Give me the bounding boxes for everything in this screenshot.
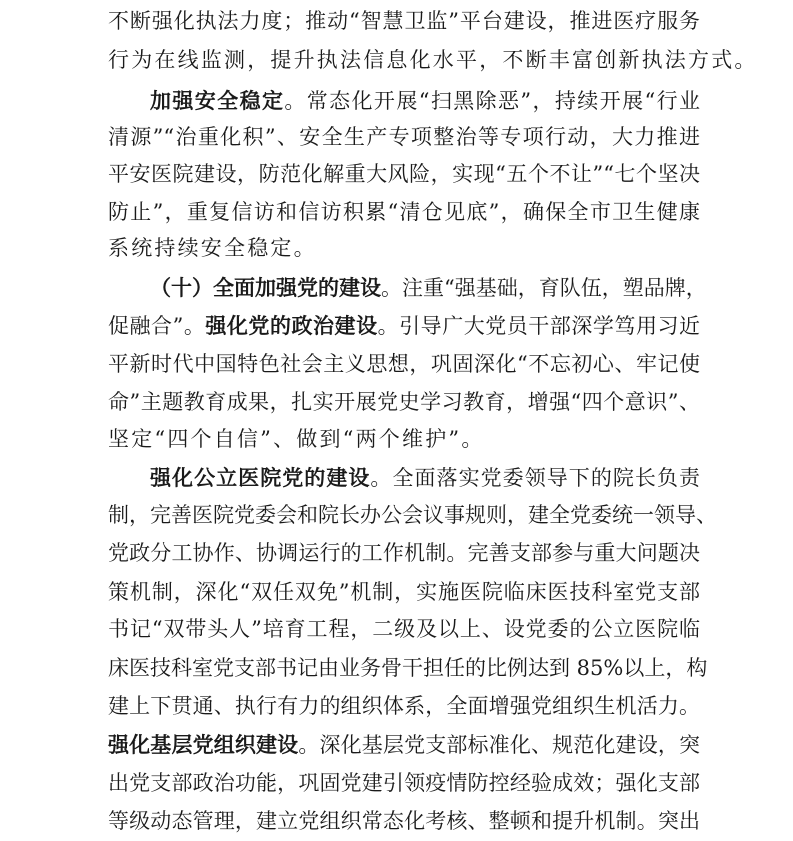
text-line bbox=[108, 614, 700, 644]
body-text: 床医技科室党支部书记由业务骨干担任的比例达到 85%以上，构 bbox=[108, 656, 708, 680]
text-line bbox=[108, 159, 700, 189]
body-text: 党政分工协作、协调运行的工作机制。完善支部参与重大问题决 bbox=[108, 541, 700, 565]
body-text: 。引导广大党员干部深学笃用习近 bbox=[377, 314, 700, 338]
body-text: 。全面落实党委领导下的院长负责 bbox=[370, 466, 701, 490]
text-line bbox=[108, 233, 700, 263]
body-text: 。深化基层党支部标准化、规范化建设，突 bbox=[298, 733, 701, 757]
body-text: 系统持续安全稳定。 bbox=[108, 236, 317, 260]
body-text: 平安医院建设，防范化解重大风险，实现“五个不让”“七个坚决 bbox=[108, 162, 700, 186]
text-line bbox=[108, 122, 700, 152]
bold-heading-text: 强化党的政治建设 bbox=[205, 314, 378, 338]
text-line bbox=[108, 768, 700, 798]
text-line bbox=[108, 691, 700, 721]
bold-heading-text: （十）全面加强党的建设 bbox=[150, 276, 381, 300]
bold-heading-text: 强化公立医院党的建设 bbox=[150, 466, 371, 490]
text-line bbox=[108, 500, 717, 530]
bold-heading-text: 强化基层党组织建设 bbox=[108, 733, 299, 757]
body-text: 建上下贯通、执行有力的组织体系，全面增强党组织生机活力。 bbox=[108, 694, 700, 718]
body-text: 促融合”。 bbox=[108, 314, 206, 338]
text-line bbox=[108, 197, 700, 227]
text-line bbox=[108, 387, 700, 417]
body-text: 防止”，重复信访和信访积累“清仓见底”，确保全市卫生健康 bbox=[108, 200, 700, 224]
text-line bbox=[108, 653, 708, 683]
text-line bbox=[108, 538, 700, 568]
text-line bbox=[108, 349, 700, 379]
body-text: 出党支部政治功能，巩固党建引领疫情防控经验成效；强化支部 bbox=[108, 771, 700, 795]
text-line bbox=[108, 463, 700, 493]
text-line bbox=[108, 424, 700, 454]
text-line bbox=[108, 86, 700, 116]
body-text: 策机制，深化“双任双免”机制，实施医院临床医技科室党支部 bbox=[108, 580, 700, 604]
bold-heading-text: 加强安全稳定 bbox=[150, 89, 285, 113]
body-text: 。注重“强基础，育队伍，塑品牌， bbox=[381, 276, 707, 300]
text-line bbox=[108, 311, 700, 341]
text-line bbox=[108, 273, 707, 303]
body-text: 等级动态管理，建立党组织常态化考核、整顿和提升机制。突出 bbox=[108, 809, 700, 833]
body-text: 制，完善医院党委会和院长办公会议事规则，建全党委统一领导、 bbox=[108, 503, 717, 527]
body-text: 行为在线监测，提升执法信息化水平，不断丰富创新执法方式。 bbox=[108, 48, 758, 72]
body-text: 清源”“治重化积”、安全生产专项整治等专项行动，大力推进 bbox=[108, 125, 700, 149]
body-text: 书记“双带头人”培育工程，二级及以上、设党委的公立医院临 bbox=[108, 617, 700, 641]
text-line bbox=[108, 730, 700, 760]
body-text: 不断强化执法力度；推动“智慧卫监”平台建设，推进医疗服务 bbox=[108, 9, 700, 33]
body-text: 平新时代中国特色社会主义思想，巩固深化“不忘初心、牢记使 bbox=[108, 352, 700, 376]
body-text: 命”主题教育成果，扎实开展党史学习教育，增强“四个意识”、 bbox=[108, 390, 700, 414]
body-text: 。常态化开展“扫黑除恶”，持续开展“行业 bbox=[284, 89, 700, 113]
text-line bbox=[108, 45, 758, 75]
text-line bbox=[108, 6, 700, 36]
text-line bbox=[108, 806, 700, 836]
text-line bbox=[108, 577, 700, 607]
body-text: 坚定“四个自信”、做到“两个维护”。 bbox=[108, 427, 485, 451]
